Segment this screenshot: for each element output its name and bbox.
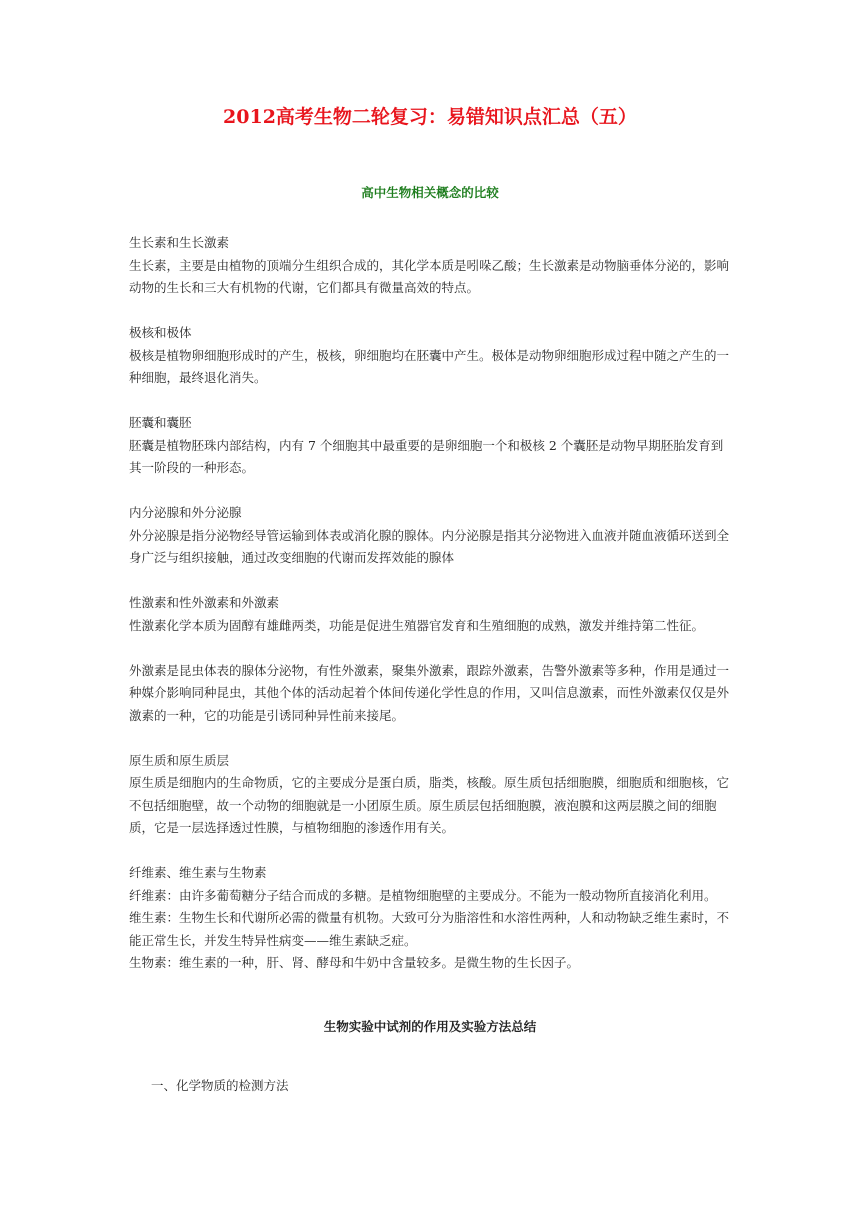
section-protoplasm	[129, 750, 735, 840]
section-sex-hormones	[129, 592, 735, 637]
section-text: 生长素，主要是由植物的顶端分生组织合成的，其化学本质是吲哚乙酸；生长激素是动物脑垂体分泌的，影响动物的生长和三大有机物的代谢，它们都具有微量高效的特点。	[129, 257, 730, 295]
section-embryo-sac-blastocyst	[129, 412, 735, 480]
section-text: 极核是植物卵细胞形成时的产生，极核，卵细胞均在胚囊中产生。极体是动物卵细胞形成过程中随之产生的一种细胞，最终退化消失。	[129, 347, 730, 385]
section-subtitle-concepts: 高中生物相关概念的比较	[361, 185, 499, 200]
document-title: 2012高考生物二轮复习：易错知识点汇总（五）	[223, 106, 637, 128]
section-glands	[129, 502, 735, 570]
section-heading: 胚囊和囊胚	[129, 415, 192, 430]
section-text: 胚囊是植物胚珠内部结构，内有 7 个细胞其中最重要的是卵细胞一个和极核 2 个囊胚是动物早期胚胎发育到其一阶段的一种形态。	[129, 437, 724, 475]
cellulose-text: 纤维素：由许多葡萄糖分子结合而成的多糖。是植物细胞壁的主要成分。不能为一般动物所直接消化利用。	[129, 887, 717, 903]
section-text: 外分泌腺是指分泌物经导管运输到体表或消化腺的腺体。内分泌腺是指其分泌物进入血液并随血液循环送到全身广泛与组织接触，通过改变细胞的代谢而发挥效能的腺体	[129, 527, 730, 565]
section-heading: 性激素和性外激素和外激素	[129, 595, 280, 610]
list-item-chemical-detection: 一、化学物质的检测方法	[151, 1078, 289, 1093]
section-text: 性激素化学本质为固醇有雄雌两类，功能是促进生殖器官发育和生殖细胞的成熟，激发并维持第二性征。	[129, 617, 705, 633]
section-pheromones	[129, 660, 735, 728]
section-heading: 原生质和原生质层	[129, 752, 230, 768]
section-subtitle-experiments: 生物实验中试剂的作用及实验方法总结	[323, 1019, 537, 1034]
section-text: 原生质是细胞内的生命物质，它的主要成分是蛋白质，脂类，核酸。原生质包括细胞膜，细胞质和细胞核，它不包括细胞壁，故一个动物的细胞就是一小团原生质。原生质层包括细胞膜，液泡膜和这两层膜之间的细胞质，它是一层选择透过性膜，与植物细胞的渗透作用有关。	[129, 775, 730, 835]
section-cellulose-vitamin-biotin	[129, 862, 735, 975]
section-heading: 纤维素、维生素与生物素	[129, 865, 267, 880]
section-polar-nuclei-polar-body	[129, 322, 735, 390]
section-text: 外激素是昆虫体表的腺体分泌物，有性外激素，聚集外激素，跟踪外激素，告警外激素等多种，作用是通过一种媒介影响同种昆虫，其他个体的活动起着个体间传递化学性息的作用，又叫信息激素，而性外激素仅仅是外激素的一种，它的功能是引诱同种异性前来接尾。	[129, 662, 730, 723]
section-auxin-growth-hormone	[129, 232, 735, 300]
section-heading: 极核和极体	[129, 325, 192, 340]
section-heading: 生长素和生长激素	[129, 235, 230, 250]
document-body	[129, 232, 735, 997]
vitamin-text: 维生素：生物生长和代谢所必需的微量有机物。大致可分为脂溶性和水溶性两种，人和动物缺乏维生素时，不能正常生长，并发生特异性病变——维生素缺乏症。	[129, 910, 730, 948]
section-heading: 内分泌腺和外分泌腺	[129, 505, 242, 520]
biotin-text: 生物素：维生素的一种，肝、肾、酵母和牛奶中含量较多。是微生物的生长因子。	[129, 955, 580, 970]
